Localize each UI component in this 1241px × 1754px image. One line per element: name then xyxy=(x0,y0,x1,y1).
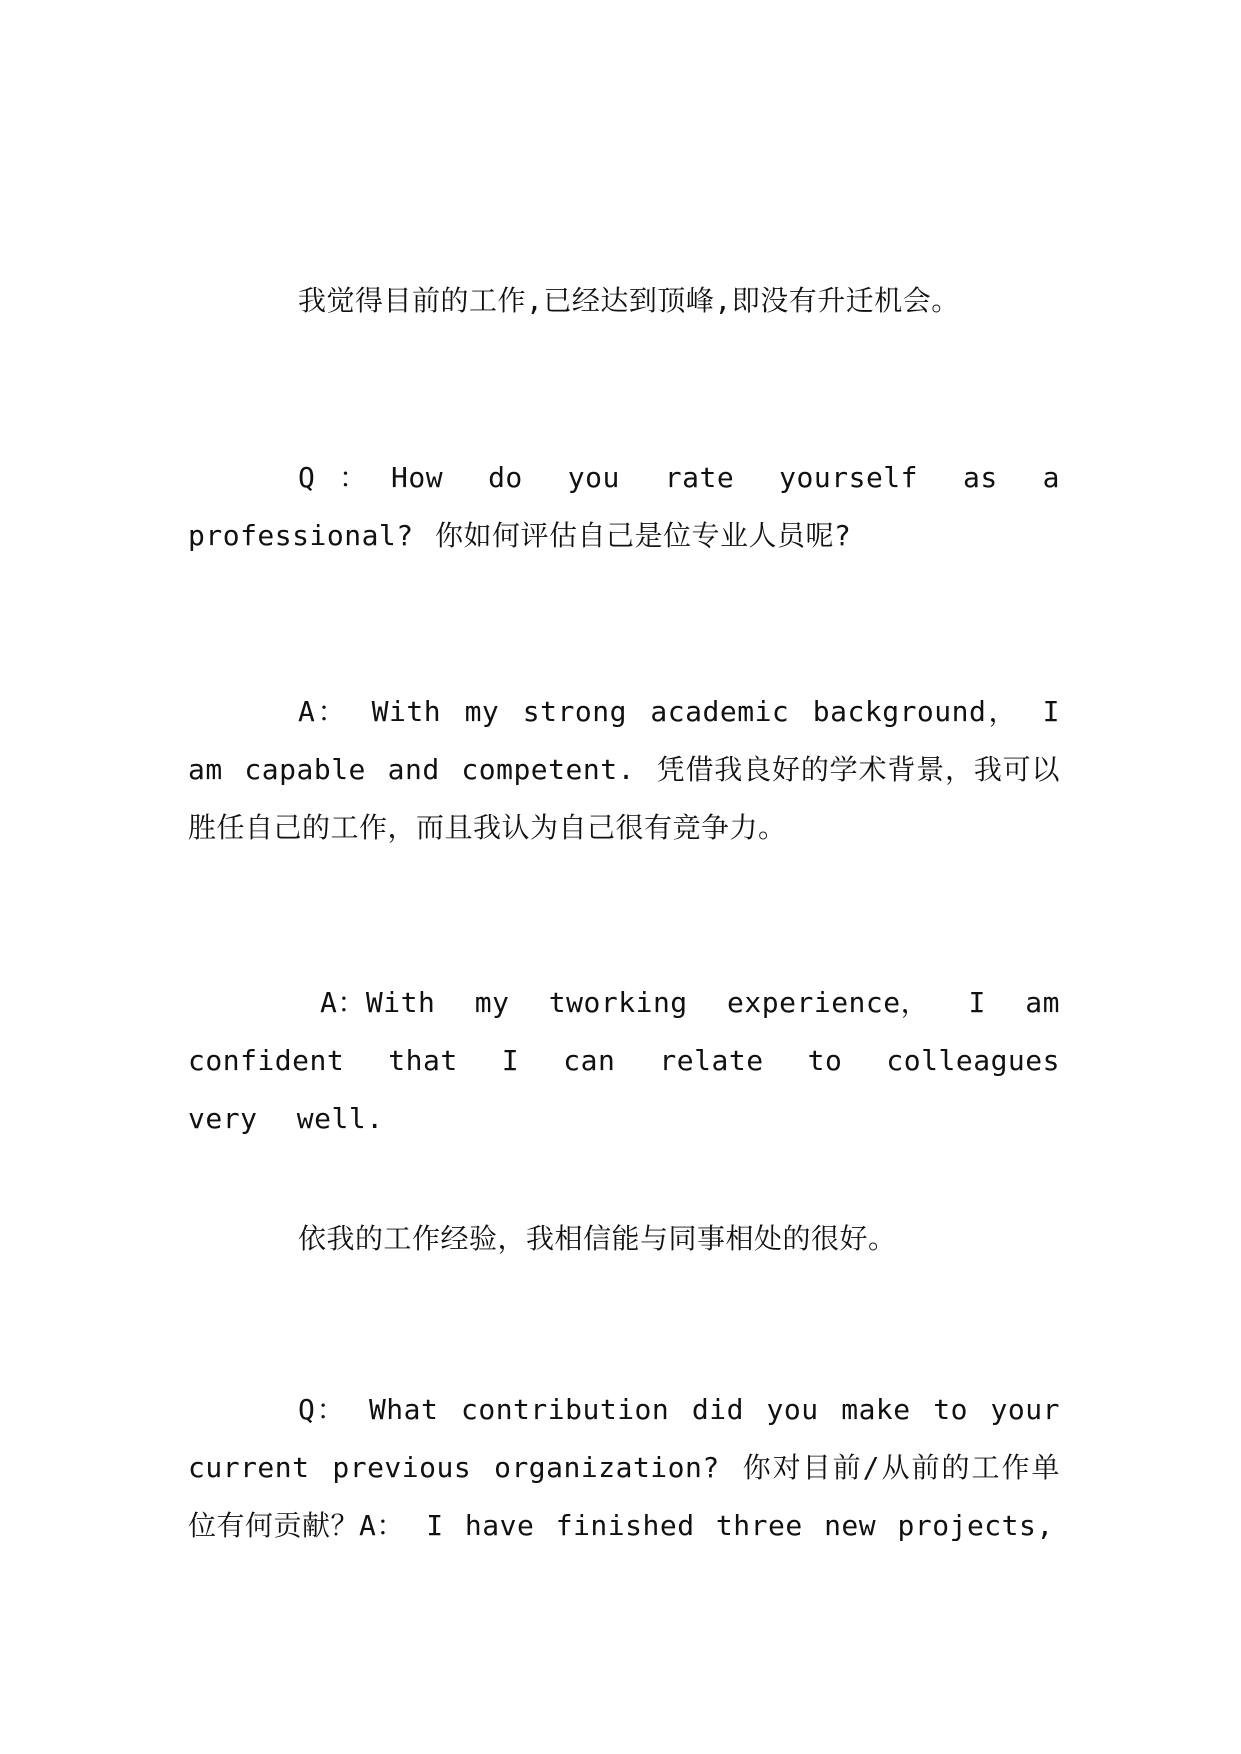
paragraph-no-promotion: 我觉得目前的工作,已经达到顶峰,即没有升迁机会。 xyxy=(298,284,960,317)
paragraph-answer-working-experience: A：With my tworking experience， I am confident that I can relate to colleagues very well. xyxy=(188,986,1060,1135)
paragraph-answer-academic-background: A： With my strong academic background， I am capable and competent. 凭借我良好的学术背景，我可以胜任自己的工作，而且我认为自己很有竞争力。 xyxy=(188,695,1060,844)
paragraph-question-rate-yourself: Q：How do you rate yourself as a professional? 你如何评估自己是位专业人员呢? xyxy=(188,461,1060,552)
paragraph-question-contribution: Q： What contribution did you make to your current previous organization? 你对目前/从前的工作单位有何贡献？A： I have finished three new projects, xyxy=(188,1393,1060,1542)
paragraph-relate-to-colleagues: 依我的工作经验，我相信能与同事相处的很好。 xyxy=(298,1222,897,1255)
